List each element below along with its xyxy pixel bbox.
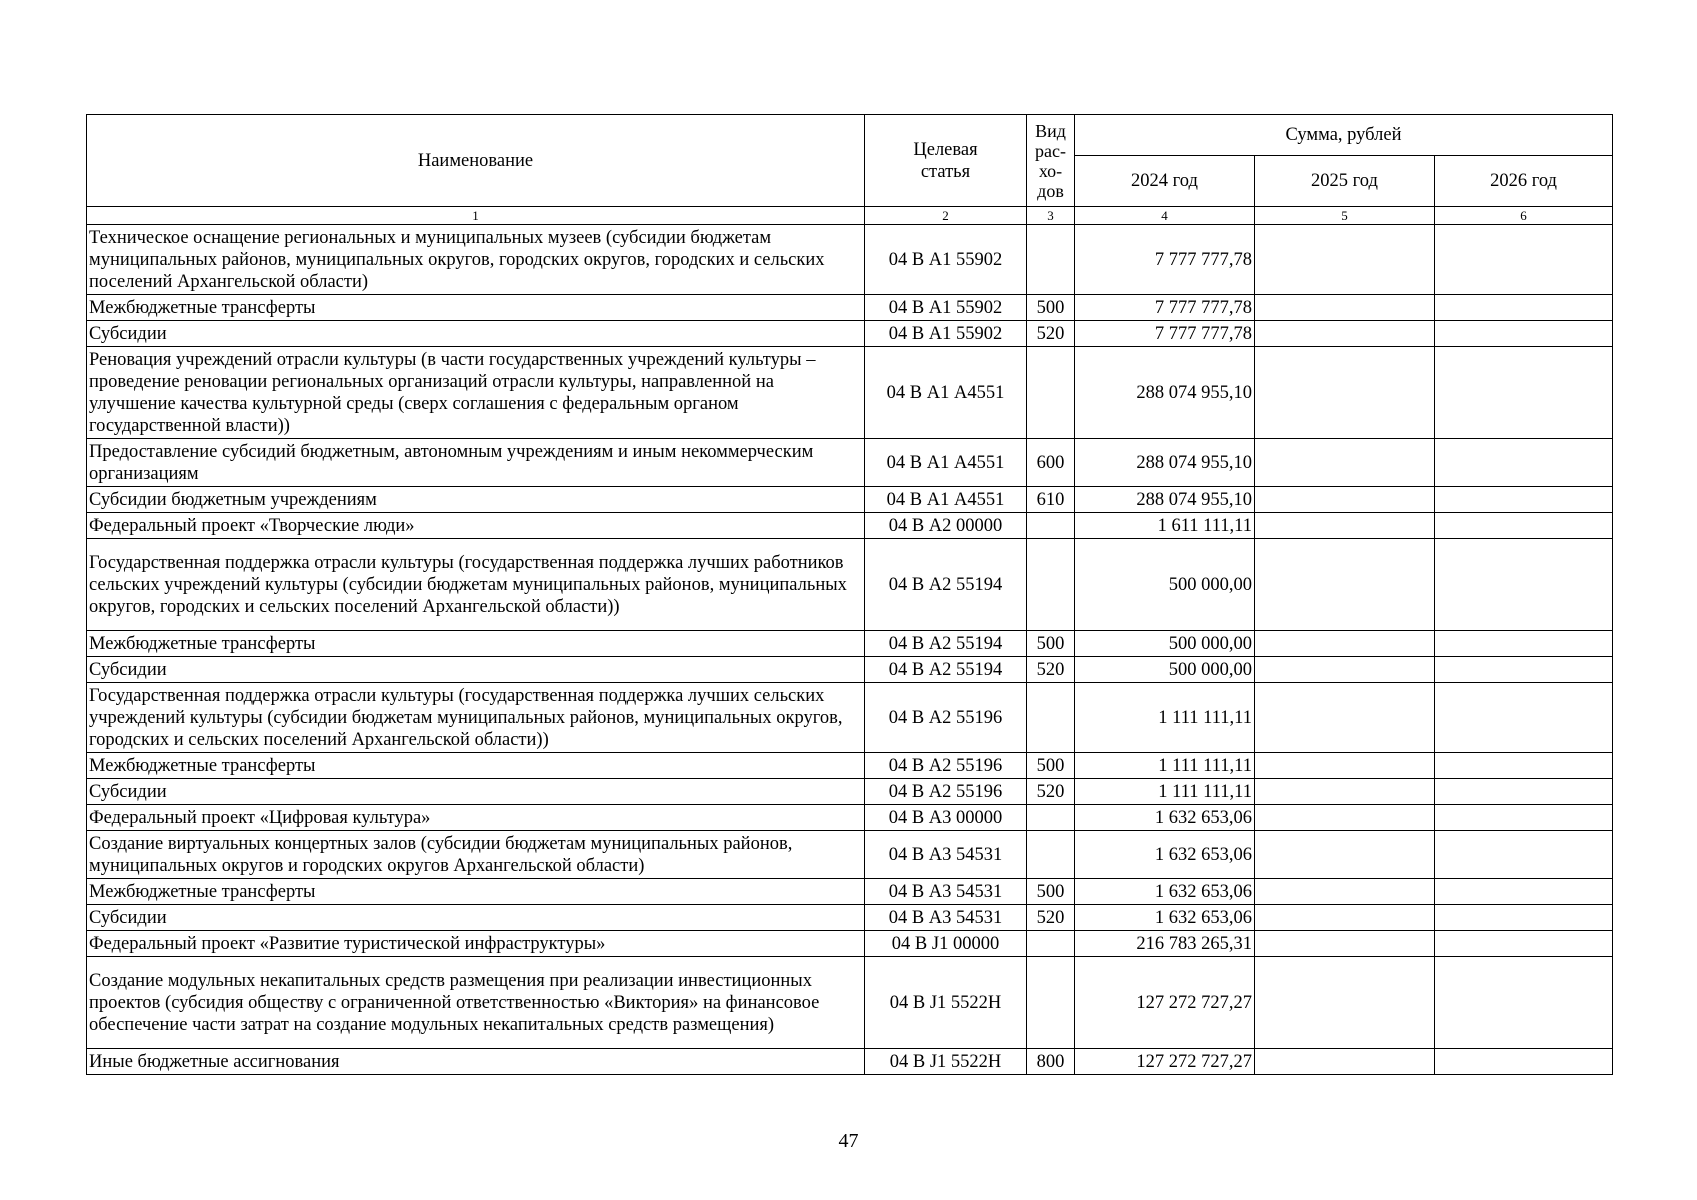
row-amount-2026 <box>1435 513 1613 539</box>
row-amount-2026 <box>1435 295 1613 321</box>
table-body <box>87 225 1613 1075</box>
table-row <box>87 905 1613 931</box>
row-amount-2024: 7 777 777,78 <box>1075 295 1255 321</box>
row-amount-2026 <box>1435 487 1613 513</box>
row-amount-2024: 288 074 955,10 <box>1075 439 1255 487</box>
row-name: Предоставление субсидий бюджетным, автономным учреждениям и иным некоммерческим организациям <box>87 439 865 487</box>
row-amount-2026 <box>1435 957 1613 1049</box>
table-row <box>87 683 1613 753</box>
row-amount-2026 <box>1435 347 1613 439</box>
row-amount-2026 <box>1435 779 1613 805</box>
row-code: 04 В А2 55196 <box>865 683 1027 753</box>
row-code: 04 В А3 00000 <box>865 805 1027 831</box>
row-kind: 520 <box>1027 779 1075 805</box>
row-name: Межбюджетные трансферты <box>87 631 865 657</box>
table-row <box>87 753 1613 779</box>
row-amount-2025 <box>1255 539 1435 631</box>
row-kind: 500 <box>1027 631 1075 657</box>
row-name: Создание виртуальных концертных залов (субсидии бюджетам муниципальных районов, муниципальных округов и городских округов Архангельской области) <box>87 831 865 879</box>
row-amount-2025 <box>1255 631 1435 657</box>
page-number: 47 <box>838 1130 859 1152</box>
row-amount-2025 <box>1255 487 1435 513</box>
row-amount-2024: 216 783 265,31 <box>1075 931 1255 957</box>
row-kind <box>1027 683 1075 753</box>
row-amount-2024: 1 632 653,06 <box>1075 805 1255 831</box>
table-row <box>87 831 1613 879</box>
row-name: Межбюджетные трансферты <box>87 295 865 321</box>
row-name: Федеральный проект «Развитие туристической инфраструктуры» <box>87 931 865 957</box>
row-amount-2025 <box>1255 831 1435 879</box>
row-amount-2026 <box>1435 831 1613 879</box>
row-kind <box>1027 831 1075 879</box>
table-row <box>87 321 1613 347</box>
row-amount-2026 <box>1435 631 1613 657</box>
header-kind-line2: рас- <box>1035 140 1066 161</box>
row-amount-2024: 7 777 777,78 <box>1075 321 1255 347</box>
row-kind <box>1027 805 1075 831</box>
column-number: 3 <box>1027 207 1075 225</box>
column-number: 4 <box>1075 207 1255 225</box>
row-amount-2025 <box>1255 779 1435 805</box>
row-kind <box>1027 539 1075 631</box>
row-name: Государственная поддержка отрасли культуры (государственная поддержка лучших работников сельских учреждений культуры (субсидии бюджетам муниципальных районов, муниципальных округов, городских и сельских поселений Архангельской области)) <box>87 539 865 631</box>
table-row <box>87 487 1613 513</box>
row-amount-2024: 288 074 955,10 <box>1075 347 1255 439</box>
header-kind <box>1027 115 1075 207</box>
row-amount-2025 <box>1255 905 1435 931</box>
row-amount-2024: 288 074 955,10 <box>1075 487 1255 513</box>
table-row <box>87 631 1613 657</box>
row-amount-2025 <box>1255 931 1435 957</box>
row-amount-2025 <box>1255 439 1435 487</box>
row-amount-2025 <box>1255 879 1435 905</box>
row-kind <box>1027 347 1075 439</box>
budget-table <box>86 114 1613 1075</box>
row-kind: 500 <box>1027 295 1075 321</box>
row-name: Субсидии <box>87 779 865 805</box>
row-code: 04 В А1 А4551 <box>865 439 1027 487</box>
row-name: Техническое оснащение региональных и муниципальных музеев (субсидии бюджетам муниципальных районов, муниципальных округов, городских округов, городских и сельских поселений Архангельской области) <box>87 225 865 295</box>
row-amount-2026 <box>1435 905 1613 931</box>
row-name: Государственная поддержка отрасли культуры (государственная поддержка лучших сельских учреждений культуры (субсидии бюджетам муниципальных районов, муниципальных округов, городских и сельских поселений Архангельской области)) <box>87 683 865 753</box>
row-code: 04 В А2 55194 <box>865 657 1027 683</box>
row-amount-2025 <box>1255 513 1435 539</box>
row-amount-2024: 127 272 727,27 <box>1075 1049 1255 1075</box>
header-year-2024: 2024 год <box>1075 156 1255 207</box>
row-amount-2026 <box>1435 805 1613 831</box>
row-amount-2026 <box>1435 439 1613 487</box>
row-amount-2025 <box>1255 295 1435 321</box>
row-amount-2025 <box>1255 347 1435 439</box>
row-kind <box>1027 931 1075 957</box>
header-kind-line4: дов <box>1037 180 1064 201</box>
row-code: 04 В А2 55194 <box>865 631 1027 657</box>
column-number: 1 <box>87 207 865 225</box>
row-kind <box>1027 513 1075 539</box>
row-name: Субсидии <box>87 905 865 931</box>
header-code-line2: статья <box>920 161 971 182</box>
row-amount-2025 <box>1255 957 1435 1049</box>
row-amount-2025 <box>1255 683 1435 753</box>
row-name: Субсидии <box>87 657 865 683</box>
row-amount-2024: 1 632 653,06 <box>1075 879 1255 905</box>
row-amount-2024: 500 000,00 <box>1075 657 1255 683</box>
table-row <box>87 1049 1613 1075</box>
row-amount-2025 <box>1255 321 1435 347</box>
table-row <box>87 657 1613 683</box>
row-name: Федеральный проект «Творческие люди» <box>87 513 865 539</box>
row-kind: 500 <box>1027 753 1075 779</box>
header-year-2025: 2025 год <box>1255 156 1435 207</box>
row-kind: 800 <box>1027 1049 1075 1075</box>
header-kind-line1: Вид <box>1035 120 1066 141</box>
table-row <box>87 225 1613 295</box>
column-number: 5 <box>1255 207 1435 225</box>
row-amount-2026 <box>1435 225 1613 295</box>
row-code: 04 В А2 55196 <box>865 779 1027 805</box>
row-amount-2025 <box>1255 657 1435 683</box>
table-row <box>87 879 1613 905</box>
row-kind: 610 <box>1027 487 1075 513</box>
table-row <box>87 439 1613 487</box>
row-amount-2026 <box>1435 539 1613 631</box>
table-row <box>87 931 1613 957</box>
column-number: 6 <box>1435 207 1613 225</box>
row-amount-2026 <box>1435 753 1613 779</box>
row-amount-2024: 1 111 111,11 <box>1075 779 1255 805</box>
row-amount-2024: 500 000,00 <box>1075 539 1255 631</box>
row-amount-2025 <box>1255 1049 1435 1075</box>
row-amount-2026 <box>1435 1049 1613 1075</box>
row-code: 04 В А2 00000 <box>865 513 1027 539</box>
row-name: Межбюджетные трансферты <box>87 753 865 779</box>
row-amount-2024: 1 632 653,06 <box>1075 831 1255 879</box>
table-row <box>87 347 1613 439</box>
header-year-2026: 2026 год <box>1435 156 1613 207</box>
row-amount-2025 <box>1255 225 1435 295</box>
table-row <box>87 539 1613 631</box>
table-header <box>87 115 1613 225</box>
row-code: 04 В А2 55196 <box>865 753 1027 779</box>
row-amount-2024: 1 111 111,11 <box>1075 683 1255 753</box>
header-kind-line3: хо- <box>1038 160 1063 181</box>
row-code: 04 В J1 00000 <box>865 931 1027 957</box>
row-amount-2026 <box>1435 879 1613 905</box>
row-kind: 600 <box>1027 439 1075 487</box>
row-code: 04 В J1 5522Н <box>865 957 1027 1049</box>
row-code: 04 В А2 55194 <box>865 539 1027 631</box>
table-row <box>87 805 1613 831</box>
row-amount-2026 <box>1435 683 1613 753</box>
row-kind: 520 <box>1027 321 1075 347</box>
table-row <box>87 779 1613 805</box>
row-amount-2024: 7 777 777,78 <box>1075 225 1255 295</box>
row-amount-2025 <box>1255 805 1435 831</box>
row-name: Создание модульных некапитальных средств размещения при реализации инвестиционных проектов (субсидия обществу с ограниченной ответственностью «Виктория» на финансовое обеспечение части затрат на создание модульных некапитальных средств размещения) <box>87 957 865 1049</box>
row-name: Федеральный проект «Цифровая культура» <box>87 805 865 831</box>
row-code: 04 В А1 А4551 <box>865 347 1027 439</box>
row-kind: 500 <box>1027 879 1075 905</box>
table-row <box>87 295 1613 321</box>
row-name: Реновация учреждений отрасли культуры (в части государственных учреждений культуры – проведение реновации региональных организаций отрасли культуры, направленной на улучшение качества культурной среды (сверх соглашения с федеральным органом государственной власти)) <box>87 347 865 439</box>
column-number-row <box>87 207 1613 225</box>
header-sum: Сумма, рублей <box>1075 115 1613 156</box>
row-code: 04 В А1 55902 <box>865 295 1027 321</box>
row-code: 04 В А3 54531 <box>865 831 1027 879</box>
row-amount-2024: 1 611 111,11 <box>1075 513 1255 539</box>
row-amount-2024: 1 632 653,06 <box>1075 905 1255 931</box>
table-row <box>87 957 1613 1049</box>
row-code: 04 В А1 55902 <box>865 321 1027 347</box>
row-amount-2024: 127 272 727,27 <box>1075 957 1255 1049</box>
row-code: 04 В А1 55902 <box>865 225 1027 295</box>
row-name: Иные бюджетные ассигнования <box>87 1049 865 1075</box>
header-code-line1: Целевая <box>913 139 978 160</box>
row-kind: 520 <box>1027 905 1075 931</box>
row-kind <box>1027 225 1075 295</box>
row-name: Субсидии бюджетным учреждениям <box>87 487 865 513</box>
header-name: Наименование <box>87 115 865 207</box>
row-amount-2026 <box>1435 657 1613 683</box>
header-code <box>865 115 1027 207</box>
row-code: 04 В А3 54531 <box>865 879 1027 905</box>
row-name: Межбюджетные трансферты <box>87 879 865 905</box>
row-amount-2025 <box>1255 753 1435 779</box>
row-code: 04 В J1 5522Н <box>865 1049 1027 1075</box>
column-number: 2 <box>865 207 1027 225</box>
row-code: 04 В А1 А4551 <box>865 487 1027 513</box>
row-amount-2026 <box>1435 321 1613 347</box>
row-code: 04 В А3 54531 <box>865 905 1027 931</box>
row-name: Субсидии <box>87 321 865 347</box>
row-amount-2026 <box>1435 931 1613 957</box>
row-kind: 520 <box>1027 657 1075 683</box>
row-kind <box>1027 957 1075 1049</box>
row-amount-2024: 1 111 111,11 <box>1075 753 1255 779</box>
table-row <box>87 513 1613 539</box>
row-amount-2024: 500 000,00 <box>1075 631 1255 657</box>
